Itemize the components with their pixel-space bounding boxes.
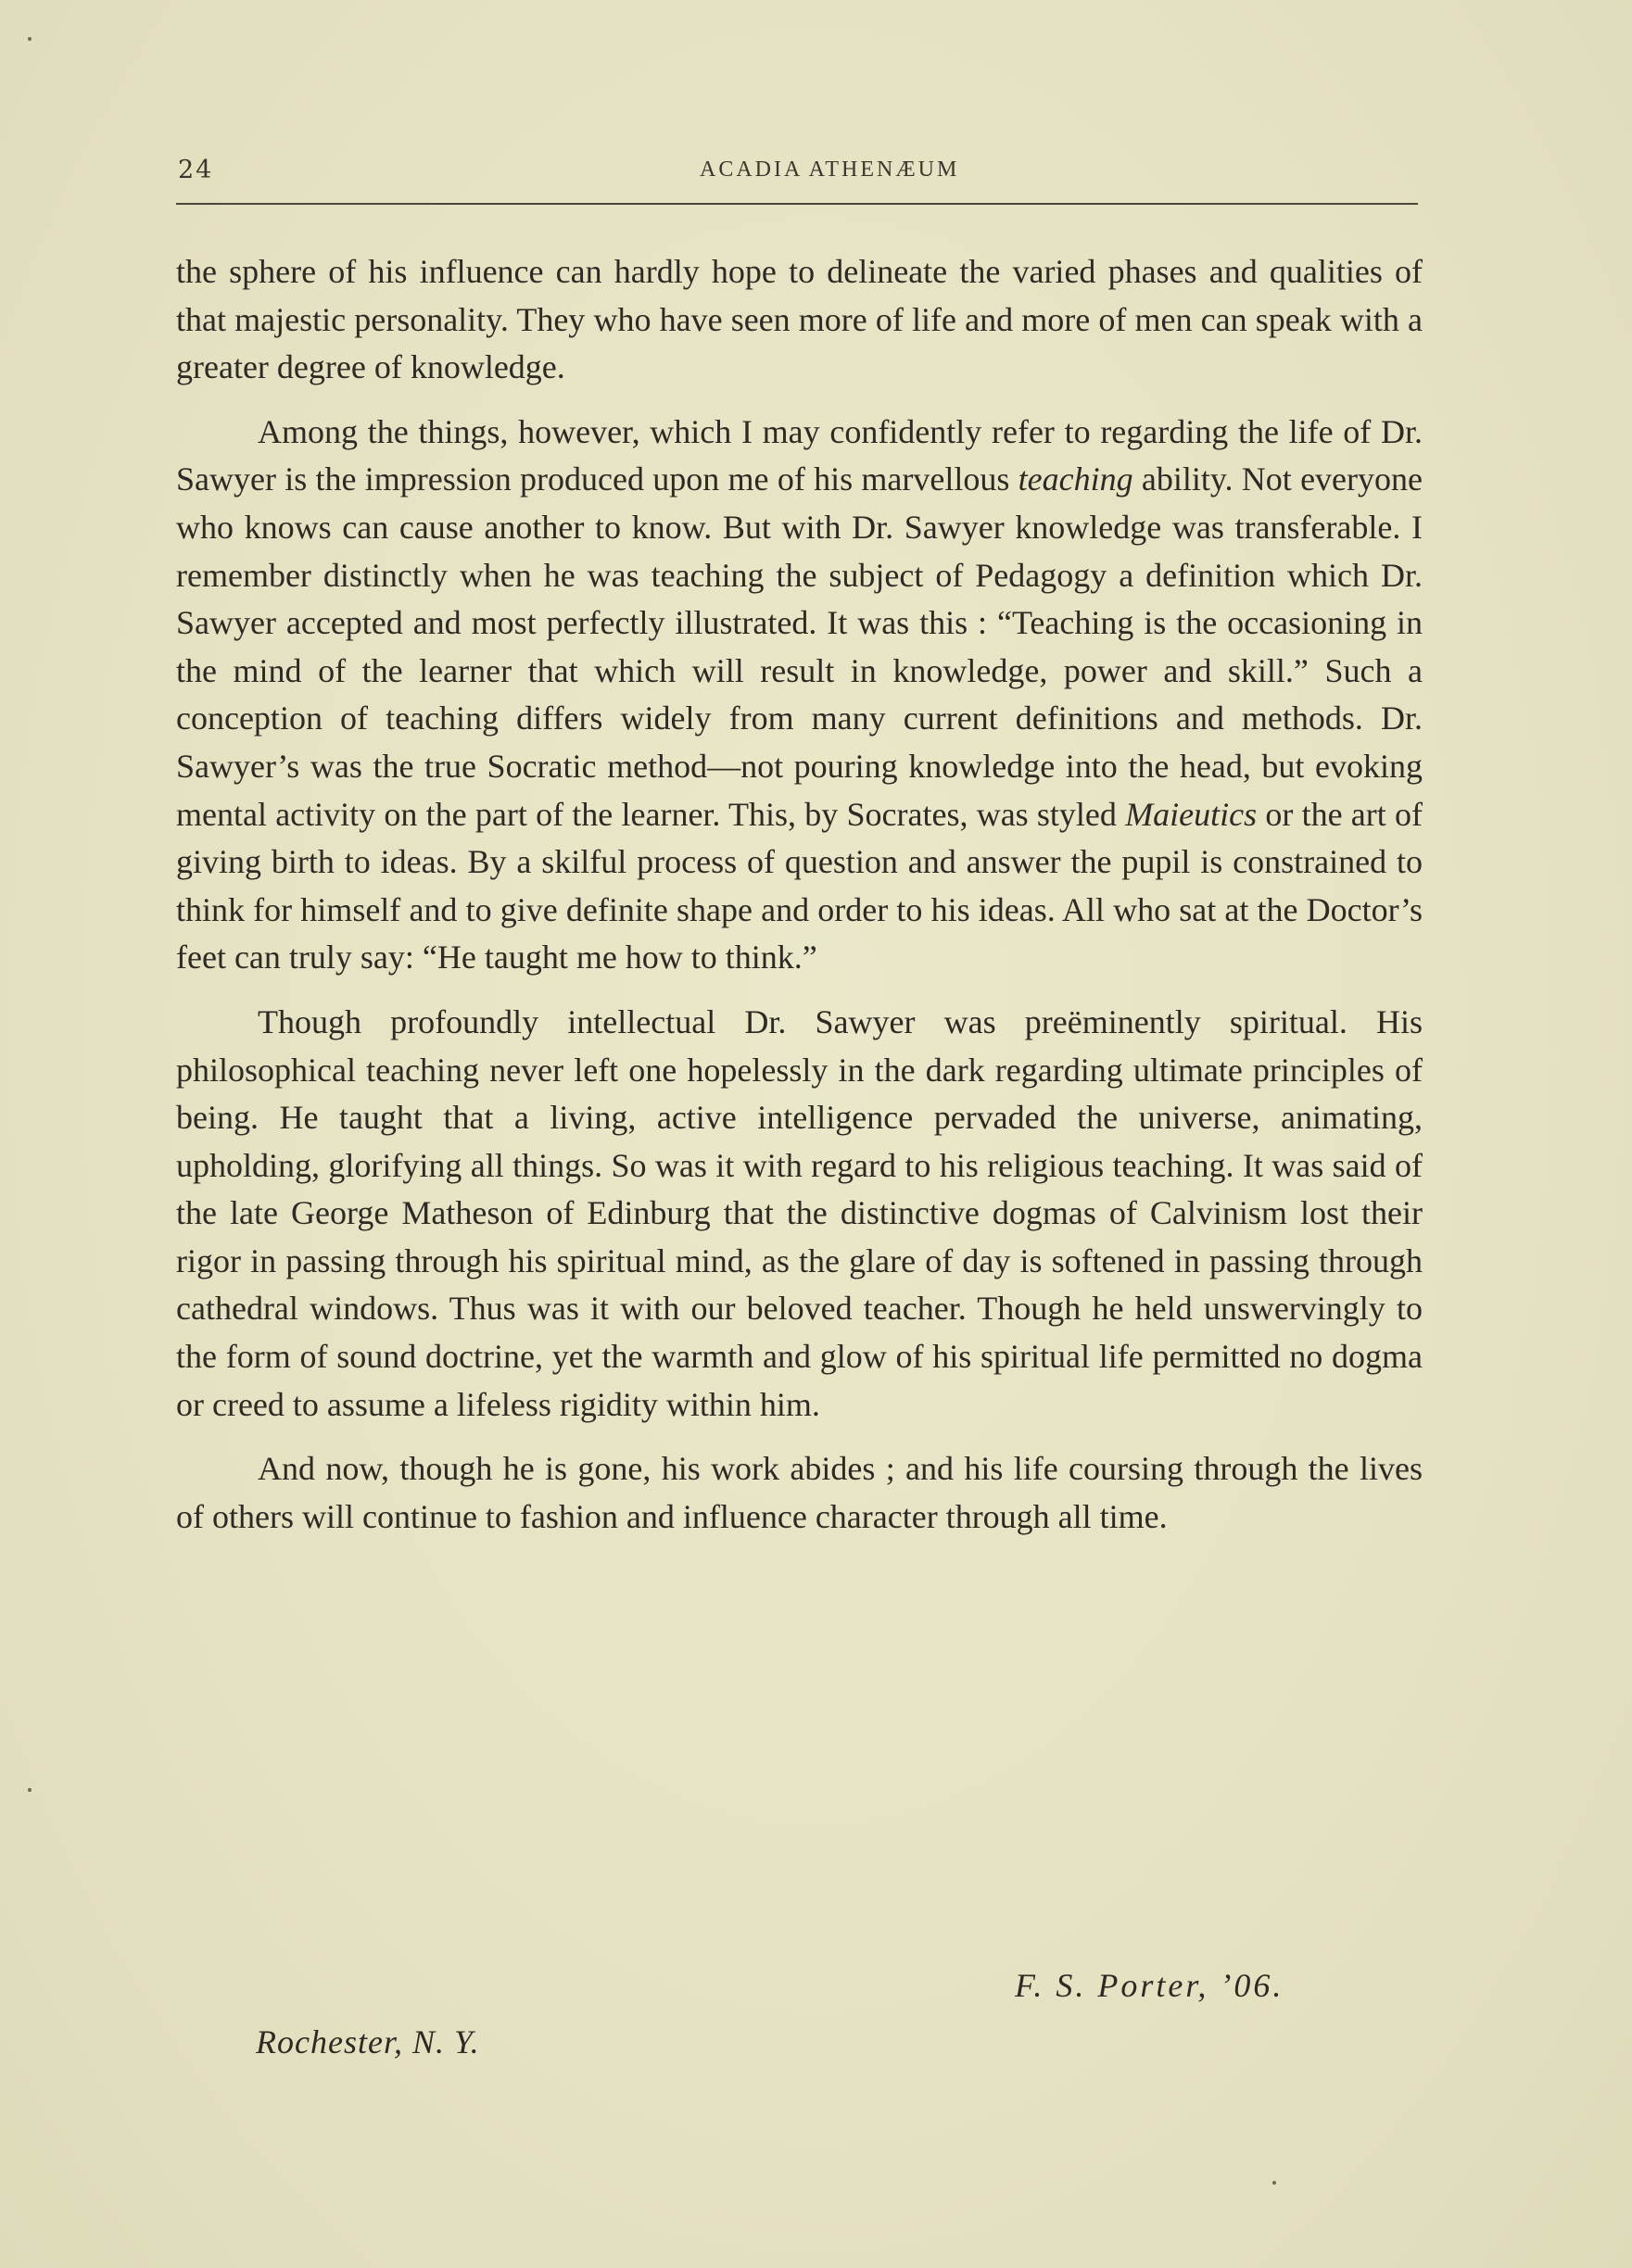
paragraph-2-text-a: Among the things, however, which I may confidently refer to regarding the life of Dr. Sawyer is the impression produced upon me of his marvellous bbox=[176, 412, 1423, 498]
article-body bbox=[176, 248, 1423, 1541]
running-head bbox=[176, 156, 1418, 193]
paper-speck bbox=[28, 37, 32, 41]
emphasis-maieutics: Maieutics bbox=[1125, 795, 1258, 833]
author-location: Rochester, N. Y. bbox=[256, 2023, 480, 2060]
page-number: 24 bbox=[178, 156, 214, 184]
paper-speck bbox=[1272, 2181, 1276, 2185]
author-signature: F. S. Porter, ’06. bbox=[1015, 1967, 1284, 2004]
emphasis-teaching: teaching bbox=[1018, 460, 1133, 498]
paragraph-1: the sphere of his influence can hardly hope to delineate the varied phases and qualities of that majestic personality. They who have seen more of life and more of men can speak with a greater degree of knowledge. bbox=[176, 253, 1423, 386]
paragraph-2-text-c: ability. Not everyone who knows can cause another to know. But with Dr. Sawyer knowledge was transferable. I remember distinctly when he was teaching the subject of Pedagogy a definition which Dr. Sawyer accepted and most perfectly illustrated. It was this : “Teaching is the occasioning in the mind of the learner that which will result in knowledge, power and skill.” Such a conception of teaching differs widely from many current definitions and methods. Dr. Sawyer’s was the true Socratic method—not pouring knowledge into the head, but evoking mental activity on the part of the learner. This, by Socrates, was styled bbox=[176, 460, 1423, 833]
paragraph-2-text-e: or the art of giving birth to ideas. By a skilful process of question and answer the pupil is constrained to think for himself and to give definite shape and order to his ideas. All who sat at the Doctor’s feet can truly say: “He taught me how to think.” bbox=[176, 795, 1423, 976]
paragraph-4: And now, though he is gone, his work abides ; and his life coursing through the lives of others will continue to fashion and influence character through all time. bbox=[176, 1450, 1423, 1535]
header-rule bbox=[176, 203, 1418, 205]
paragraph-3: Though profoundly intellectual Dr. Sawyer was preëminently spiritual. His philosophical teaching never left one hopelessly in the dark regarding ultimate principles of being. He taught that a living, active intelligence pervaded the universe, animating, upholding, glorifying all things. So was it with regard to his religious teaching. It was said of the late George Matheson of Edinburg that the distinctive dogmas of Calvinism lost their rigor in passing through his spiritual mind, as the glare of day is softened in passing through cathedral windows. Thus was it with our beloved teacher. Though he held unswervingly to the form of sound doctrine, yet the warmth and glow of his spiritual life permitted no dogma or creed to assume a lifeless rigidity within him. bbox=[176, 1002, 1423, 1423]
paragraph-2 bbox=[176, 409, 1423, 982]
paper-speck bbox=[28, 1788, 32, 1792]
journal-title: ACADIA ATHENÆUM bbox=[700, 158, 960, 182]
